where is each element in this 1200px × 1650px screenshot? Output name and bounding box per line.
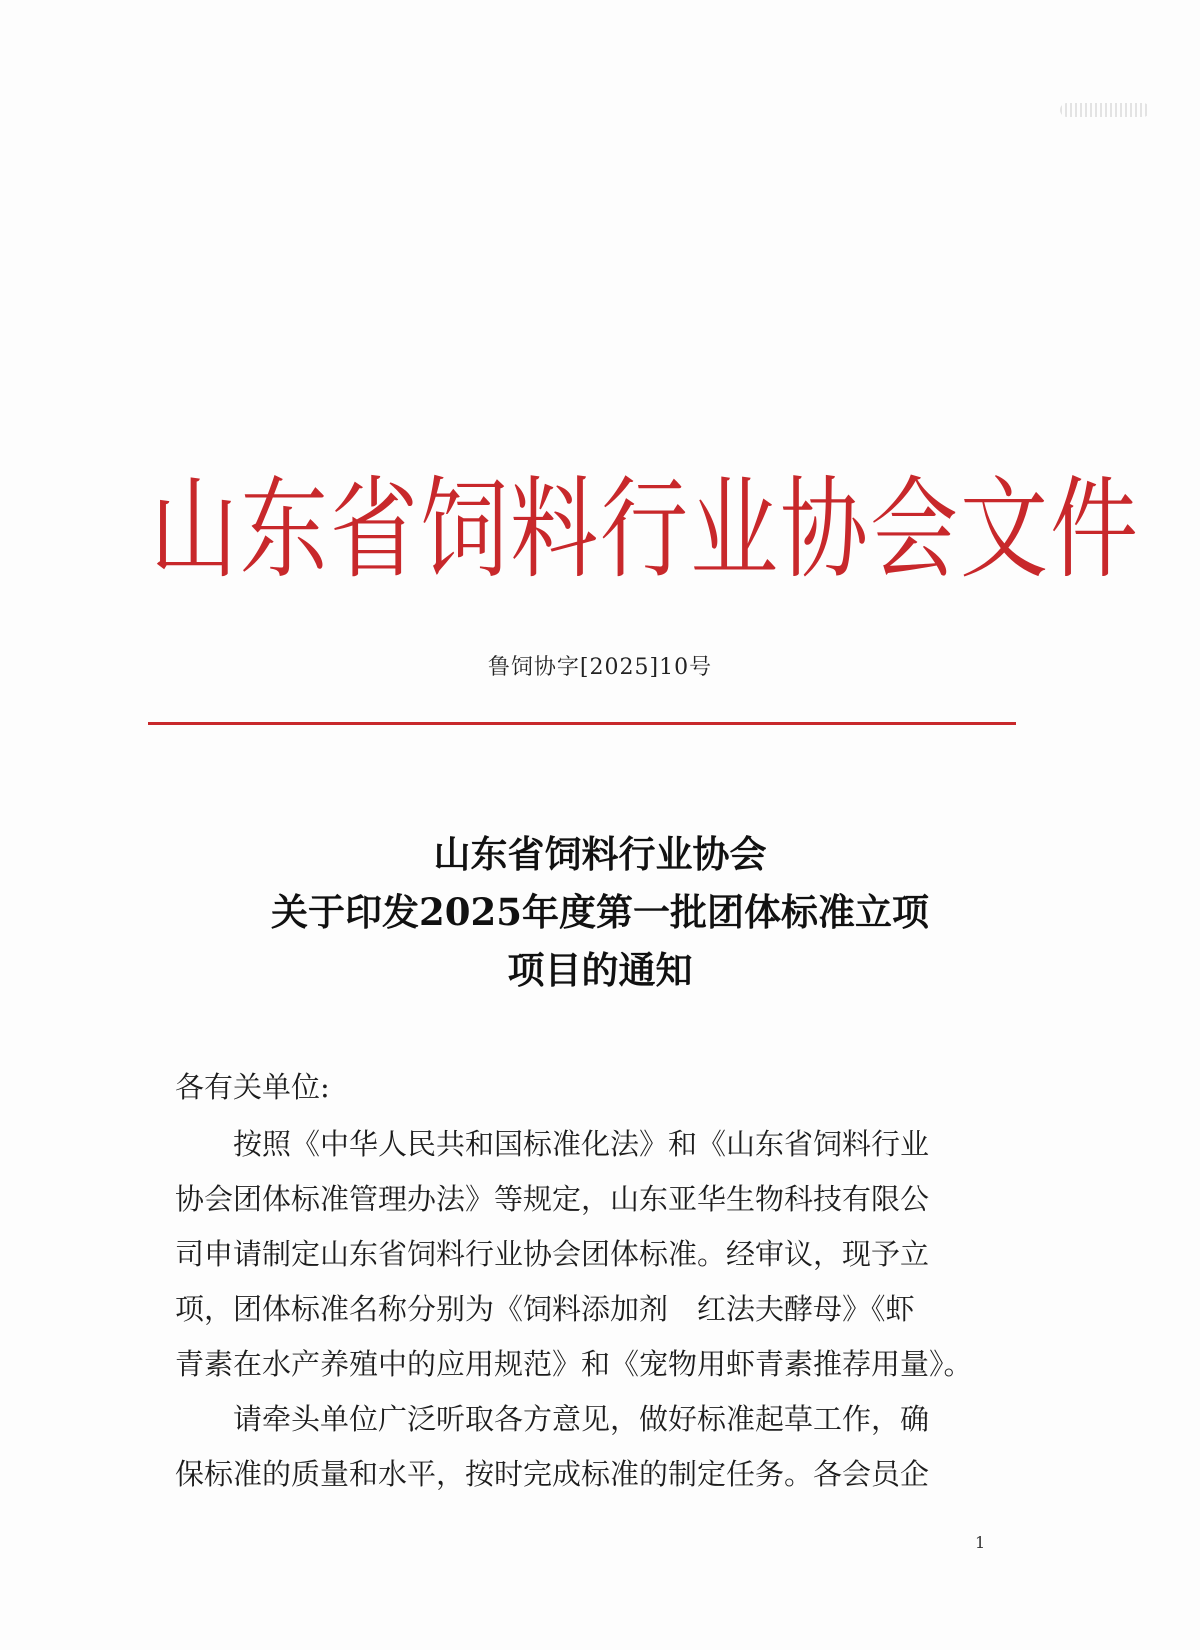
paragraph-2-line-2: 保标准的质量和水平，按时完成标准的制定任务。各会员企 (175, 1457, 930, 1491)
salutation: 各有关单位: (175, 1070, 330, 1104)
title-line-3: 项目的通知 (507, 948, 693, 992)
paragraph-1-line-1: 按照《中华人民共和国标准化法》和《山东省饲料行业 (233, 1127, 930, 1161)
title-line-1: 山东省饲料行业协会 (433, 832, 767, 876)
paragraph-1-line-4: 项，团体标准名称分别为《饲料添加剂 红法夫酵母》《虾 (175, 1292, 915, 1326)
scan-artifact (1060, 103, 1150, 117)
paragraph-1-line-2: 协会团体标准管理办法》等规定，山东亚华生物科技有限公 (175, 1182, 930, 1216)
document-number: 鲁饲协字[2025]10号 (487, 655, 713, 680)
page-number: 1 (975, 1533, 986, 1552)
paragraph-1-line-3: 司申请制定山东省饲料行业协会团体标准。经审议，现予立 (175, 1237, 930, 1271)
paragraph-1-line-5: 青素在水产养殖中的应用规范》和《宠物用虾青素推荐用量》。 (175, 1347, 973, 1381)
paragraph-2-line-1: 请牵头单位广泛听取各方意见，做好标准起草工作，确 (233, 1402, 930, 1436)
red-divider-line (148, 722, 1016, 725)
notice-title (0, 825, 1200, 999)
notice-body (175, 1060, 995, 1502)
title-line-2: 关于印发2025年度第一批团体标准立项 (271, 890, 929, 934)
masthead-title: 山东省饲料行业协会文件 (150, 465, 1141, 594)
